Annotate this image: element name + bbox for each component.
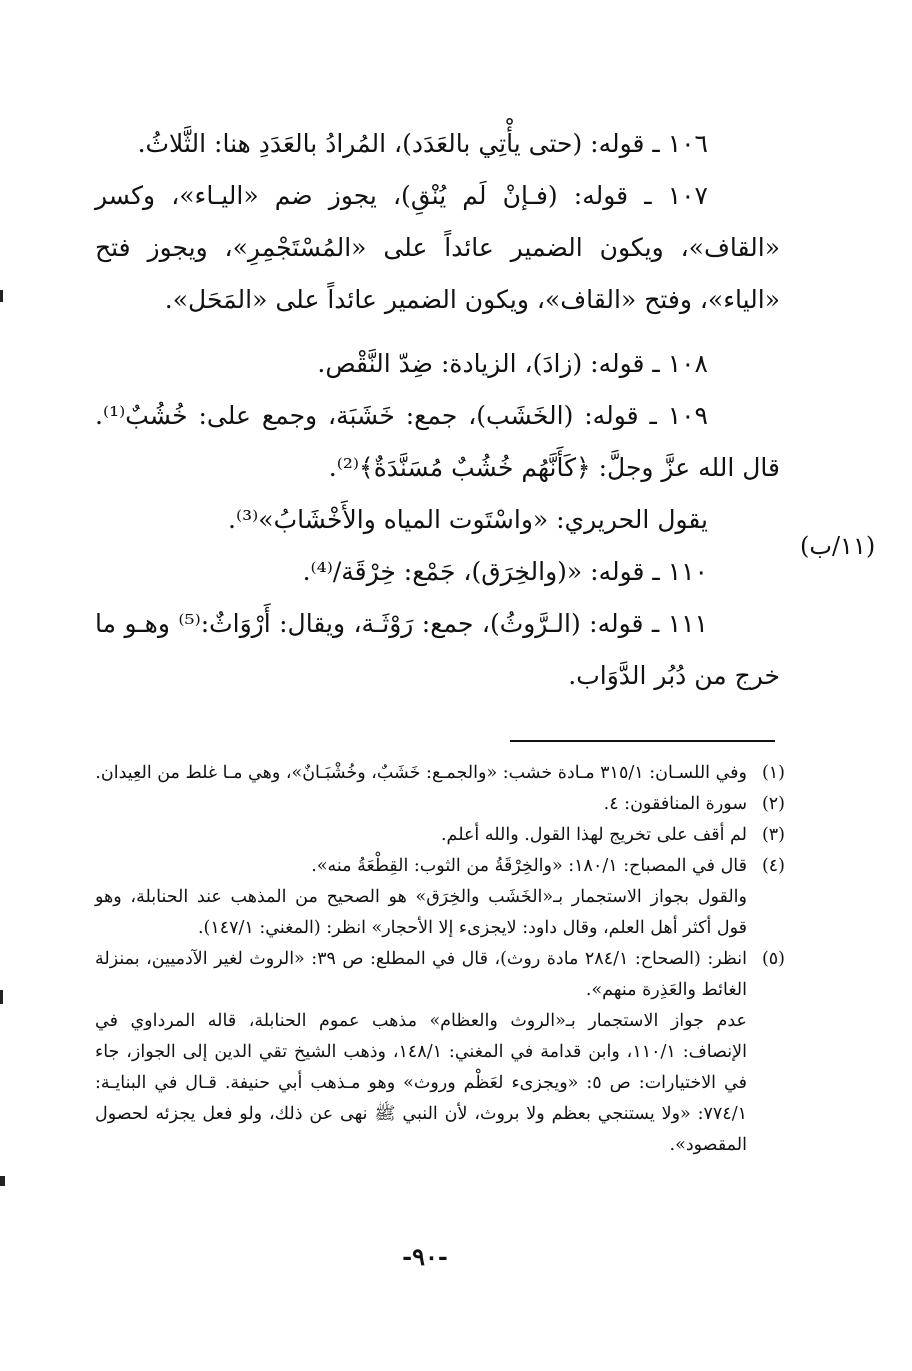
- footnote-3: [95, 820, 785, 851]
- footnote-number: (٤): [761, 856, 785, 876]
- footnote-text: لم أقف على تخريج لهذا القول. والله أعلم.: [440, 825, 747, 845]
- footnote-number: (٣): [761, 825, 785, 845]
- footnote-number: (٥): [761, 949, 785, 969]
- footnote-4: [95, 851, 785, 882]
- scan-edge-mark: [0, 1176, 5, 1186]
- footnote-number: (٢): [761, 794, 785, 814]
- scan-edge-mark: [0, 290, 3, 302]
- footnote-4-continuation: والقول بجواز الاستجمار بـ«الخَشَب والخِرَق» هو الصحيح من المذهب عند الحنابلة، وهو قول أكثر أهل العلم، وقال داود: لايجزىء إلا الأحجار» انظر: (المغني: ١٤٧/١).: [95, 887, 747, 938]
- main-text: [95, 118, 780, 702]
- footnote-5: [95, 944, 785, 1006]
- footnote-1: [95, 758, 785, 789]
- footnote-divider: [510, 740, 775, 742]
- footnote-text: انظر: (الصحاح: ٢٨٤/١ مادة روث)، قال في المطلع: ص ٣٩: «الروث لغير الآدميين، بمنزلة الغائط والعَذِرة منهم».: [95, 949, 747, 1000]
- footnote-2: [95, 789, 785, 820]
- entry-107: ١٠٧ ـ قوله: (فـإنْ لَم يُنْقِ)، يجوز ضم «اليـاء»، وكسر «القاف»، ويكون الضمير عائداً على «المُسْتَجْمِرِ»، ويجوز فتح «الياء»، وفتح «القاف»، ويكون الضمير عائداً على «المَحَل».: [95, 181, 780, 314]
- entry-109: ١٠٩ ـ قوله: (الخَشَب)، جمع: خَشَبَة، وجمع على: خُشُبٌ⁽¹⁾. قال الله عزَّ وجلَّ: ﴿كَأَنَّهُم خُشُبٌ مُسَنَّدَةٌ﴾⁽²⁾.: [95, 401, 780, 482]
- hariri-quote: يقول الحريري: «واسْتَوت المياه والأَخْشَابُ»⁽³⁾.: [228, 505, 708, 534]
- footnote-text: قال في المصباح: ١٨٠/١: «والخِرْقَةُ من الثوب: القِطْعَةُ منه».: [311, 856, 747, 876]
- scan-edge-mark: [0, 990, 3, 1004]
- footnote-text: سورة المنافقون: ٤.: [603, 794, 747, 814]
- footnote-number: (١): [761, 763, 785, 783]
- footnote-5-continuation: عدم جواز الاستجمار بـ«الروث والعظام» مذهب عموم الحنابلة، قاله المرداوي في الإنصاف: ١١٠/١، وابن قدامة في المغني: ١٤٨/١، وذهب الشيخ تقي الدين إلى الجواز، جاء في الاختيارات: ص ٥: «ويجزىء لعَظْم وروث» وهو مـذهب أبي حنيفة. قـال في البنايـة: ٧٧٤/١: «ولا يستنجي بعظم ولا بروث، لأن النبي ﷺ نهى عن ذلك، ولو فعل يجزئه لحصول المقصود».: [95, 1011, 747, 1155]
- entry-108: ١٠٨ ـ قوله: (زادَ)، الزيادة: ضِدّ النَّقْص.: [317, 349, 708, 378]
- footnotes: [95, 758, 785, 1161]
- entry-110: ١١٠ ـ قوله: «(والخِرَق)، جَمْع: خِرْقَة/⁽⁴⁾.: [302, 557, 708, 586]
- footnote-text: وفي اللسـان: ٣١٥/١ مـادة خشب: «والجمـع: خَشَبٌ، وخُشْبَـانٌ»، وهي مـا غلط من العِيدان.: [95, 763, 747, 783]
- manuscript-folio-marker: (١١/ب): [800, 532, 876, 560]
- entry-111: ١١١ ـ قوله: (الـرَّوثُ)، جمع: رَوْثَـة، ويقال: أَرْوَاثٌ:⁽⁵⁾ وهـو ما خرج من دُبُر الدَّوَاب.: [95, 609, 780, 690]
- entry-106: ١٠٦ ـ قوله: (حتى يأْتِي بالعَدَد)، المُرادُ بالعَدَدِ هنا: الثَّلاثُ.: [137, 129, 708, 158]
- page-number: -٩٠-: [402, 1242, 448, 1271]
